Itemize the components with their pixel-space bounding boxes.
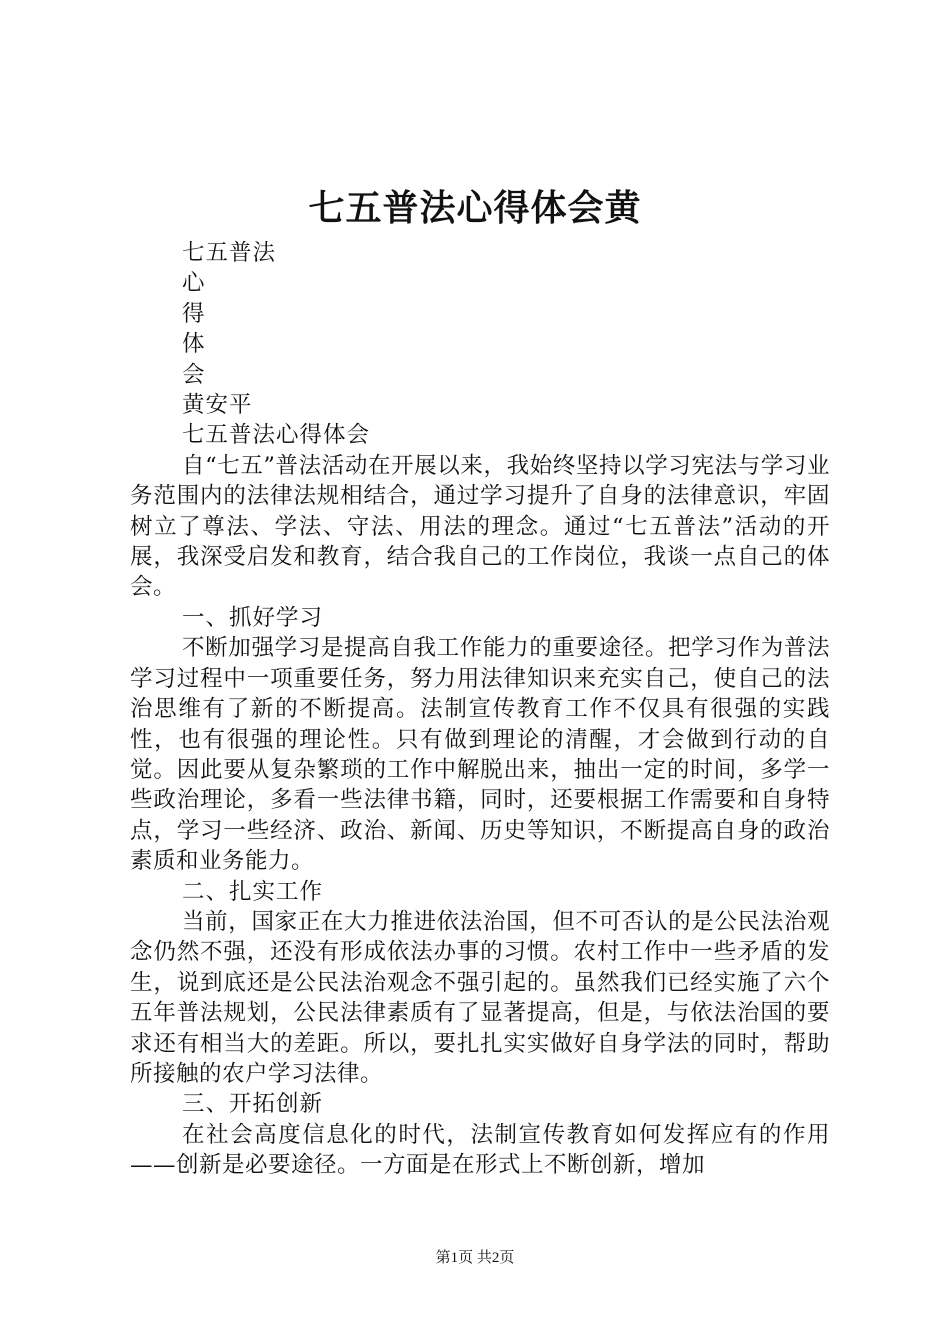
section-heading: 一、抓好学习 [182,604,324,631]
page-number: 第1页 共2页 [435,1250,515,1266]
section-paragraph: 当前，国家正在大力推进依法治国，但不可否认的是公民法治观念仍然不强，还没有形成依法办事的习惯。农村工作中一些矛盾的发生，说到底还是公民法治观念不强引起的。虽然我们已经实施了六个五年普法规划，公民法律素质有了显著提高，但是，与依法治国的要求还有相当大的差距。所以，要扎扎实实做好自身学法的同时，帮助所接触的农户学习法律。 [130,908,830,1087]
header-line: 心 [182,270,206,297]
header-line: 会 [182,361,206,388]
document-body [130,238,830,1181]
header-line: 体 [182,331,206,358]
subtitle: 七五普法心得体会 [182,422,371,449]
document-title: 七五普法心得体会黄 [308,187,642,229]
section-paragraph: 在社会高度信息化的时代，法制宣传教育如何发挥应有的作用——创新是必要途径。一方面是在形式上不断创新，增加 [130,1121,830,1179]
section-heading: 三、开拓创新 [182,1091,324,1118]
section-paragraph: 不断加强学习是提高自我工作能力的重要途径。把学习作为普法学习过程中一项重要任务，努力用法律知识来充实自己，使自己的法治思维有了新的不断提高。法制宣传教育工作不仅具有很强的实践性，也有很强的理论性。只有做到理论的清醒，才会做到行动的自觉。因此要从复杂繁琐的工作中解脱出来，抽出一定的时间，多学一些政治理论，多看一些法律书籍，同时，还要根据工作需要和自身特点，学习一些经济、政治、新闻、历史等知识，不断提高自身的政治素质和业务能力。 [130,635,830,875]
section-heading: 二、扎实工作 [182,878,324,905]
header-line: 七五普法 [182,240,277,266]
header-line: 得 [182,300,206,327]
intro-paragraph: 自“七五”普法活动在开展以来，我始终坚持以学习宪法与学习业务范围内的法律法规相结合，通过学习提升了自身的法律意识，牢固树立了尊法、学法、守法、用法的理念。通过“七五普法”活动的开展，我深受启发和教育，结合我自己的工作岗位，我谈一点自己的体会。 [130,452,830,601]
author-name: 黄安平 [182,392,253,419]
